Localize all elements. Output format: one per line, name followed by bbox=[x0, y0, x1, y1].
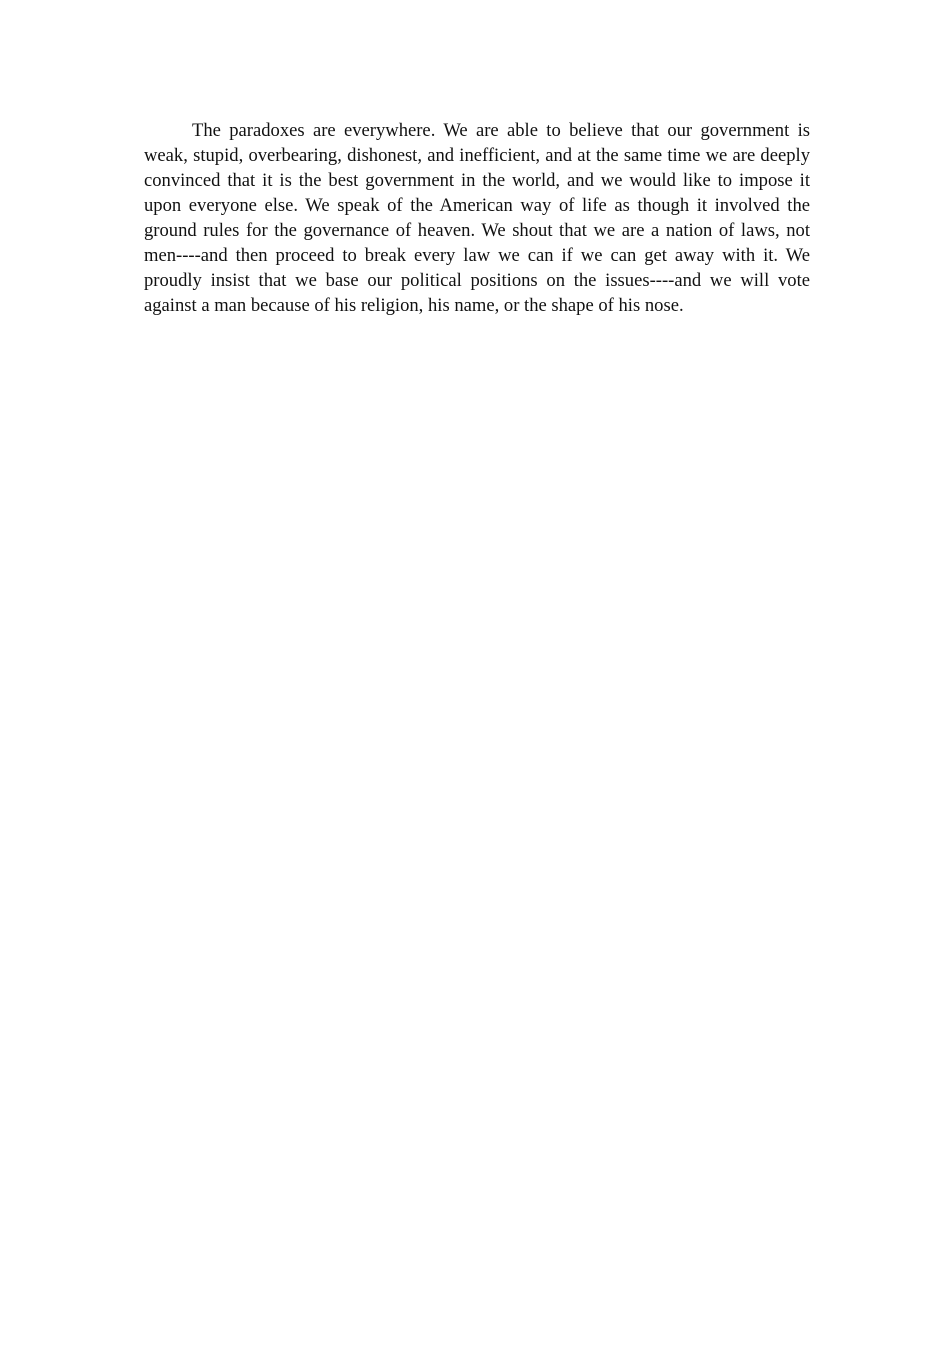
body-paragraph: The paradoxes are everywhere. We are able to believe that our government is weak, stupid, overbearing, dishonest, and inefficient, and at the same time we are deeply convinced that it is the best government in the world, and we would like to impose it upon everyone else. We speak of the American way of life as though it involved the ground rules for the governance of heaven. We shout that we are a nation of laws, not men----and then proceed to break every law we can if we can get away with it. We proudly insist that we base our political positions on the issues----and we will vote against a man because of his religion, his name, or the shape of his nose. bbox=[144, 120, 810, 316]
